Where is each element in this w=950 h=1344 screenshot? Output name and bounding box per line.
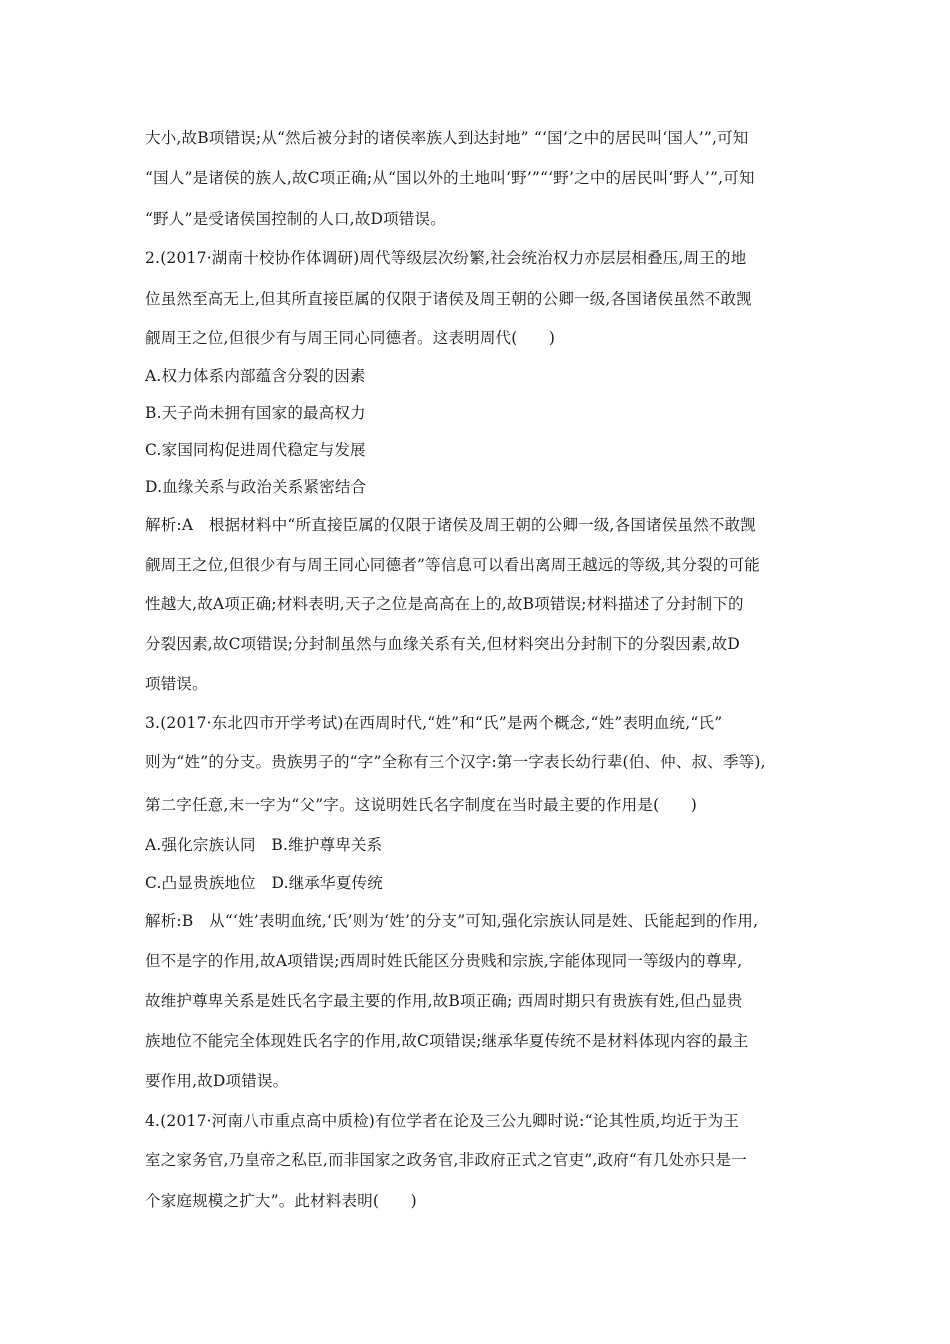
text-line: 项错误。 (145, 675, 208, 693)
text-line: 族地位不能完全体现姓氏名字的作用,故C项错误;继承华夏传统不是材料体现内容的最主 (145, 1032, 749, 1050)
analysis-2: 解析:A 根据材料中“所直接臣属的仅限于诸侯及周王朝的公卿一级,各国诸侯虽然不敢觊 (145, 516, 756, 534)
text-line: 故维护尊卑关系是姓氏名字最主要的作用,故B项正确; 西周时期只有贵族有姓,但凸显贵 (145, 992, 743, 1010)
option-c: C.家国同构促进周代稳定与发展 (145, 441, 366, 459)
option-d: D.血缘关系与政治关系紧密结合 (145, 478, 367, 496)
options-cd: C.凸显贵族地位 D.继承华夏传统 (145, 874, 383, 892)
text-line: 要作用,故D项错误。 (145, 1072, 289, 1090)
text-line: 第二字任意,末一字为“父”字。这说明姓氏名字制度在当时最主要的作用是( ) (145, 796, 697, 814)
question-4-stem: 4.(2017·河南八市重点高中质检)有位学者在论及三公九卿时说:“论其性质,均近于为王 (145, 1112, 740, 1130)
question-2-stem: 2.(2017·湖南十校协作体调研)周代等级层次纷繁,社会统治权力亦层层相叠压,周王的地 (145, 249, 747, 267)
analysis-3: 解析:B 从“‘姓’表明血统,‘氏’则为‘姓’的分支”可知,强化宗族认同是姓、氏能起到的作用, (145, 912, 759, 930)
option-a: A.权力体系内部蕴含分裂的因素 (145, 367, 366, 385)
text-line: 则为“姓”的分支。贵族男子的“字”全称有三个汉字:第一字表长幼行辈(伯、仲、叔、季等), (145, 753, 766, 771)
text-line: “国人”是诸侯的族人,故C项正确;从“国以外的土地叫‘野’”“‘野’之中的居民叫‘野人’”,可知 (145, 169, 755, 187)
text-line: 觎周王之位,但很少有与周王同心同德者”等信息可以看出离周王越远的等级,其分裂的可能 (145, 556, 760, 574)
text-line: 个家庭规模之扩大”。此材料表明( ) (145, 1192, 417, 1210)
text-line: “野人”是受诸侯国控制的人口,故D项错误。 (145, 210, 446, 228)
text-line: 觎周王之位,但很少有与周王同心同德者。这表明周代( ) (145, 329, 556, 347)
question-3-stem: 3.(2017·东北四市开学考试)在西周时代,“姓”和“氏”是两个概念,“姓”表明血统,“氏” (145, 714, 723, 732)
options-ab: A.强化宗族认同 B.维护尊卑关系 (145, 836, 383, 854)
text-line: 性越大,故A项正确;材料表明,天子之位是高高在上的,故B项错误;材料描述了分封制下的 (145, 595, 744, 613)
text-line: 分裂因素,故C项错误;分封制虽然与血缘关系有关,但材料突出分封制下的分裂因素,故D (145, 635, 740, 653)
text-line: 位虽然至高无上,但其所直接臣属的仅限于诸侯及周王朝的公卿一级,各国诸侯虽然不敢觊 (145, 290, 752, 308)
text-line: 但不是字的作用,故A项错误;西周时姓氏能区分贵贱和宗族,字能体现同一等级内的尊卑, (145, 952, 743, 970)
text-line: 室之家务官,乃皇帝之私臣,而非国家之政务官,非政府正式之官吏”,政府“有几处亦只是一 (145, 1151, 747, 1169)
text-line: 大小,故B项错误;从“然后被分封的诸侯率族人到达封地” “‘国’之中的居民叫‘国人’”,可知 (145, 129, 749, 147)
option-b: B.天子尚未拥有国家的最高权力 (145, 404, 366, 422)
